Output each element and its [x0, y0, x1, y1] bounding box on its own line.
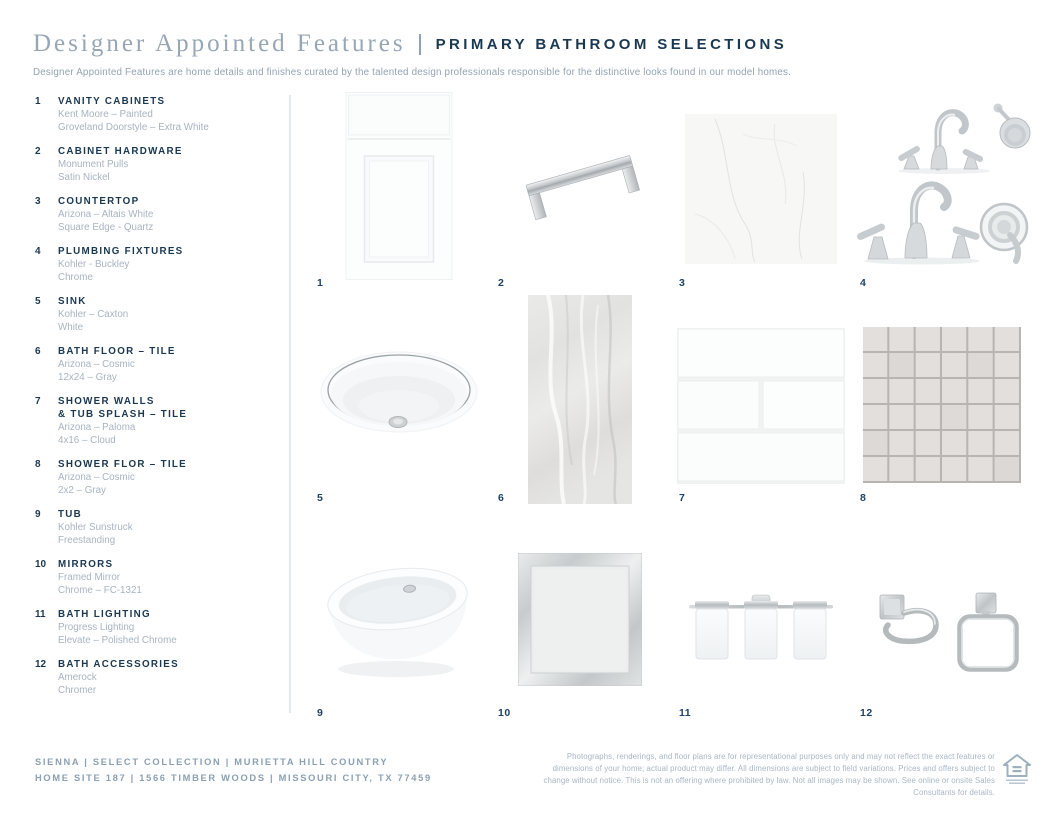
vanity-light-image	[683, 583, 839, 667]
homesite-line: HOME SITE 187 | 1566 TIMBER WOODS | MISSOURI CITY, TX 77459	[35, 773, 432, 783]
gallery-cell-1	[308, 90, 489, 290]
gallery-number: 1	[317, 277, 324, 289]
feature-number: 4	[35, 246, 41, 257]
feature-detail: Chrome – FC-1321	[58, 585, 142, 596]
feature-item-10	[35, 558, 283, 597]
feature-item-5	[35, 295, 283, 334]
feature-number: 6	[35, 346, 41, 357]
page-title	[33, 30, 1023, 58]
feature-item-9	[35, 508, 283, 547]
feature-title-line2: & TUB SPLASH – TILE	[58, 409, 188, 420]
plumbing-fixtures-image	[852, 95, 1032, 267]
feature-detail: Amerock	[58, 672, 97, 683]
feature-title: SHOWER FLOR – TILE	[58, 459, 187, 470]
gallery-number: 8	[860, 492, 867, 504]
feature-detail: Arizona – Cosmic	[58, 472, 135, 483]
cabinet-pull-handle-image	[518, 148, 642, 222]
feature-detail: Kohler – Caxton	[58, 309, 129, 320]
legal-disclaimer: Photographs, renderings, and floor plans are for representational purposes only and may not reflect the exact features or dimensions of your home; actual product may differ. All dimensions are subject to field variations. Prices and offers subject to change without notice. This is not an offering where prohibited by law. Not all images may be shown. See online or onsite Sales Consultants for details.	[543, 752, 995, 797]
mosaic-tile-image	[863, 327, 1021, 483]
title-divider	[419, 34, 421, 55]
feature-title: TUB	[58, 509, 83, 520]
feature-detail: Framed Mirror	[58, 572, 121, 583]
gallery-number: 5	[317, 492, 324, 504]
vanity-cabinet-door-image	[345, 92, 452, 280]
equal-housing-opportunity-icon	[1002, 753, 1032, 785]
gallery-cell-5	[308, 290, 489, 505]
gallery-number: 6	[498, 492, 505, 504]
gallery-cell-9	[308, 515, 489, 720]
feature-item-3	[35, 195, 283, 234]
feature-title: SHOWER WALLS	[58, 396, 155, 407]
gallery-cell-2	[489, 90, 670, 290]
marble-tile-image	[528, 295, 632, 504]
community-line: SIENNA | SELECT COLLECTION | MURIETTA HILL COUNTRY	[35, 757, 389, 767]
gallery-number: 2	[498, 277, 505, 289]
feature-title: BATH ACCESSORIES	[58, 659, 179, 670]
gallery-cell-10	[489, 515, 670, 720]
feature-item-6	[35, 345, 283, 384]
feature-detail: Arizona – Cosmic	[58, 359, 135, 370]
feature-item-8	[35, 458, 283, 497]
feature-number: 10	[35, 559, 47, 570]
feature-detail: Satin Nickel	[58, 172, 110, 183]
feature-title: PLUMBING FIXTURES	[58, 246, 184, 257]
feature-item-2	[35, 145, 283, 184]
feature-number: 8	[35, 459, 41, 470]
feature-detail: 4x16 – Cloud	[58, 435, 116, 446]
gallery-number: 12	[860, 707, 873, 719]
header	[33, 30, 1023, 78]
footer-community-info	[35, 754, 432, 786]
feature-item-1	[35, 95, 283, 134]
feature-title: CABINET HARDWARE	[58, 146, 183, 157]
feature-number: 11	[35, 609, 46, 620]
gallery-number: 3	[679, 277, 686, 289]
feature-number: 7	[35, 396, 41, 407]
feature-number: 5	[35, 296, 41, 307]
feature-title: SINK	[58, 296, 87, 307]
feature-title: VANITY CABINETS	[58, 96, 166, 107]
gallery-cell-8	[851, 290, 1032, 505]
subtitle: Designer Appointed Features are home details and finishes curated by the talented design professionals responsible for the distinctive looks found in our model homes.	[33, 67, 792, 78]
framed-mirror-image	[518, 553, 642, 686]
feature-item-4	[35, 245, 283, 284]
gallery-row-3	[308, 515, 1032, 720]
feature-number: 12	[35, 659, 47, 670]
undermount-sink-image	[319, 348, 479, 444]
feature-detail: Chrome	[58, 272, 93, 283]
feature-detail: Arizona – Paloma	[58, 422, 136, 433]
feature-detail: Kent Moore – Painted	[58, 109, 153, 120]
gallery-number: 9	[317, 707, 324, 719]
feature-detail: Freestanding	[58, 535, 116, 546]
gallery-cell-3	[670, 90, 851, 290]
vertical-divider	[289, 95, 291, 713]
feature-title: COUNTERTOP	[58, 196, 140, 207]
gallery-cell-6	[489, 290, 670, 505]
feature-number: 2	[35, 146, 41, 157]
feature-title: BATH LIGHTING	[58, 609, 151, 620]
gallery-cell-4	[851, 90, 1032, 290]
feature-number: 3	[35, 196, 41, 207]
feature-title: MIRRORS	[58, 559, 114, 570]
feature-detail: Progress Lighting	[58, 622, 135, 633]
section-title: PRIMARY BATHROOM SELECTIONS	[435, 35, 788, 53]
gallery-number: 4	[860, 277, 867, 289]
feature-detail: Kohler - Buckley	[58, 259, 130, 270]
feature-detail: Kohler Sunstruck	[58, 522, 133, 533]
feature-detail: Monument Pulls	[58, 159, 129, 170]
feature-detail: Elevate – Polished Chrome	[58, 635, 177, 646]
features-list	[35, 95, 283, 708]
feature-title: BATH FLOOR – TILE	[58, 346, 176, 357]
gallery-number: 7	[679, 492, 686, 504]
quartz-countertop-image	[685, 114, 837, 264]
feature-detail: White	[58, 322, 84, 333]
bath-accessories-image	[858, 587, 1026, 675]
feature-detail: 12x24 – Gray	[58, 372, 117, 383]
brand-title: Designer Appointed Features	[33, 30, 406, 57]
feature-detail: Chromer	[58, 685, 97, 696]
gallery-cell-7	[670, 290, 851, 505]
feature-number: 1	[35, 96, 41, 107]
feature-detail: Groveland Doorstyle – Extra White	[58, 122, 209, 133]
freestanding-tub-image	[320, 543, 478, 683]
gallery-row-2	[308, 290, 1032, 505]
gallery-cell-11	[670, 515, 851, 720]
feature-item-11	[35, 608, 283, 647]
feature-detail: Arizona – Altais White	[58, 209, 154, 220]
feature-item-12	[35, 658, 283, 697]
gallery-row-1	[308, 90, 1032, 290]
gallery-number: 11	[679, 707, 692, 719]
gallery-number: 10	[498, 707, 511, 719]
feature-item-7	[35, 395, 283, 447]
gallery-cell-12	[851, 515, 1032, 720]
feature-detail: 2x2 – Gray	[58, 485, 106, 496]
subway-tile-image	[677, 328, 845, 484]
feature-number: 9	[35, 509, 41, 520]
feature-detail: Square Edge - Quartz	[58, 222, 154, 233]
